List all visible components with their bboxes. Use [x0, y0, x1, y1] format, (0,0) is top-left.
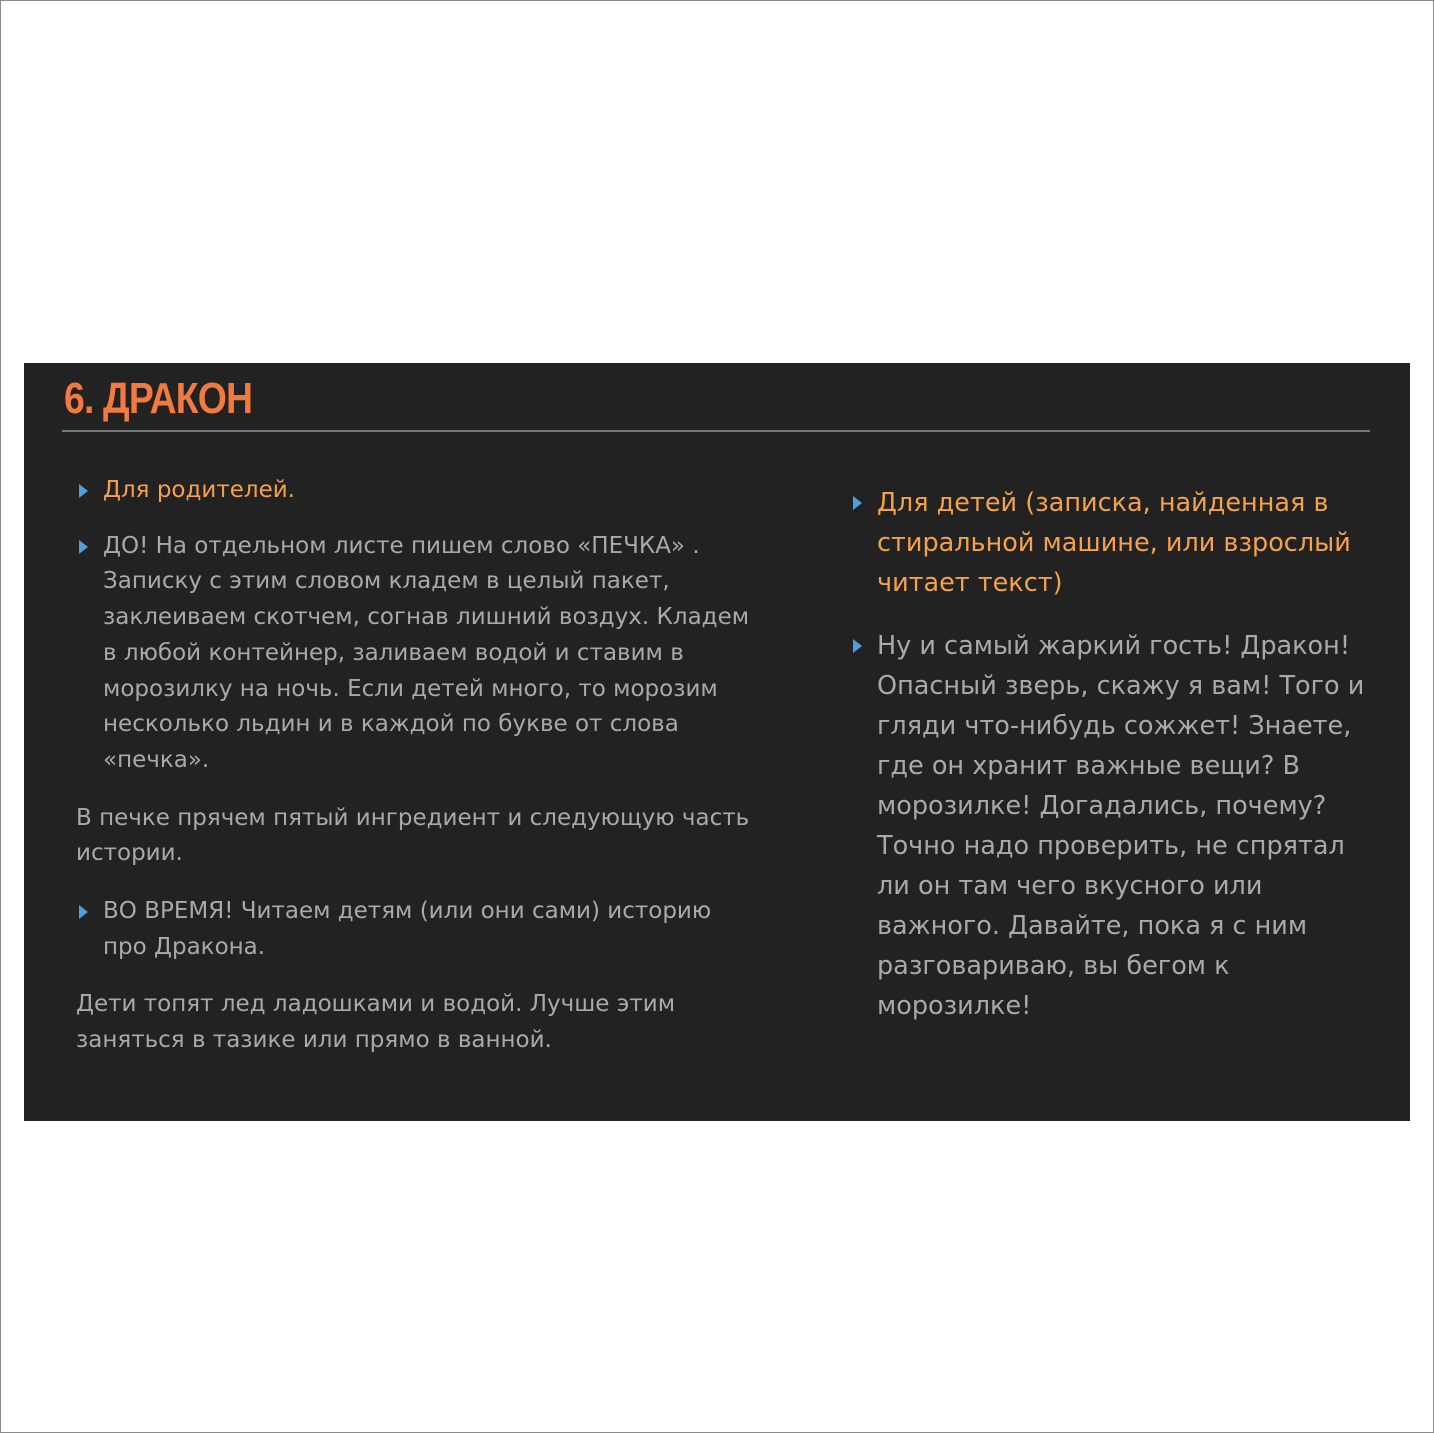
- parents-heading: [76, 473, 756, 509]
- bullet-arrow-icon: [853, 496, 862, 510]
- during-bullet-text: ВО ВРЕМЯ! Читаем детям (или они сами) историю про Дракона.: [103, 898, 712, 960]
- bullet-arrow-icon: [853, 639, 862, 653]
- parents-heading-text: Для родителей.: [103, 477, 295, 503]
- during-bullet: [76, 894, 756, 965]
- melt-paragraph: Дети топят лед ладошками и водой. Лучше этим заняться в тазике или прямо в ванной.: [76, 991, 676, 1054]
- kids-heading: [850, 483, 1370, 603]
- slide-title: 6. ДРАКОН: [64, 374, 253, 423]
- story-bullet: [850, 626, 1370, 1026]
- slide: [24, 363, 1410, 1121]
- kids-heading-text: Для детей (записка, найденная в стиральной машине, или взрослый читает текст): [877, 488, 1351, 598]
- hide-paragraph: В печке прячем пятый ингредиент и следующую часть истории.: [76, 804, 750, 867]
- bullet-arrow-icon: [79, 540, 88, 554]
- bullet-arrow-icon: [79, 484, 88, 498]
- before-bullet: [76, 529, 756, 779]
- title-divider: [62, 430, 1370, 432]
- bullet-arrow-icon: [79, 905, 88, 919]
- story-bullet-text: Ну и самый жаркий гость! Дракон! Опасный зверь, скажу я вам! Того и гляди что-нибудь сожжет! Знаете, где он хранит важные вещи? В морозилке! Догадались, почему? Точно надо проверить, не спрятал ли он там чего вкусного или важного. Давайте, пока я с ним разговариваю, вы бегом к морозилке!: [877, 631, 1365, 1021]
- right-column: [850, 483, 1370, 1026]
- left-column: [76, 473, 756, 1059]
- before-bullet-text: ДО! На отдельном листе пишем слово «ПЕЧКА» . Записку с этим словом кладем в целый пакет, заклеиваем скотчем, согнав лишний воздух. Кладем в любой контейнер, заливаем водой и ставим в морозилку на ночь. Если детей много, то морозим несколько льдин и в каждой по букве от слова «печка».: [103, 532, 750, 773]
